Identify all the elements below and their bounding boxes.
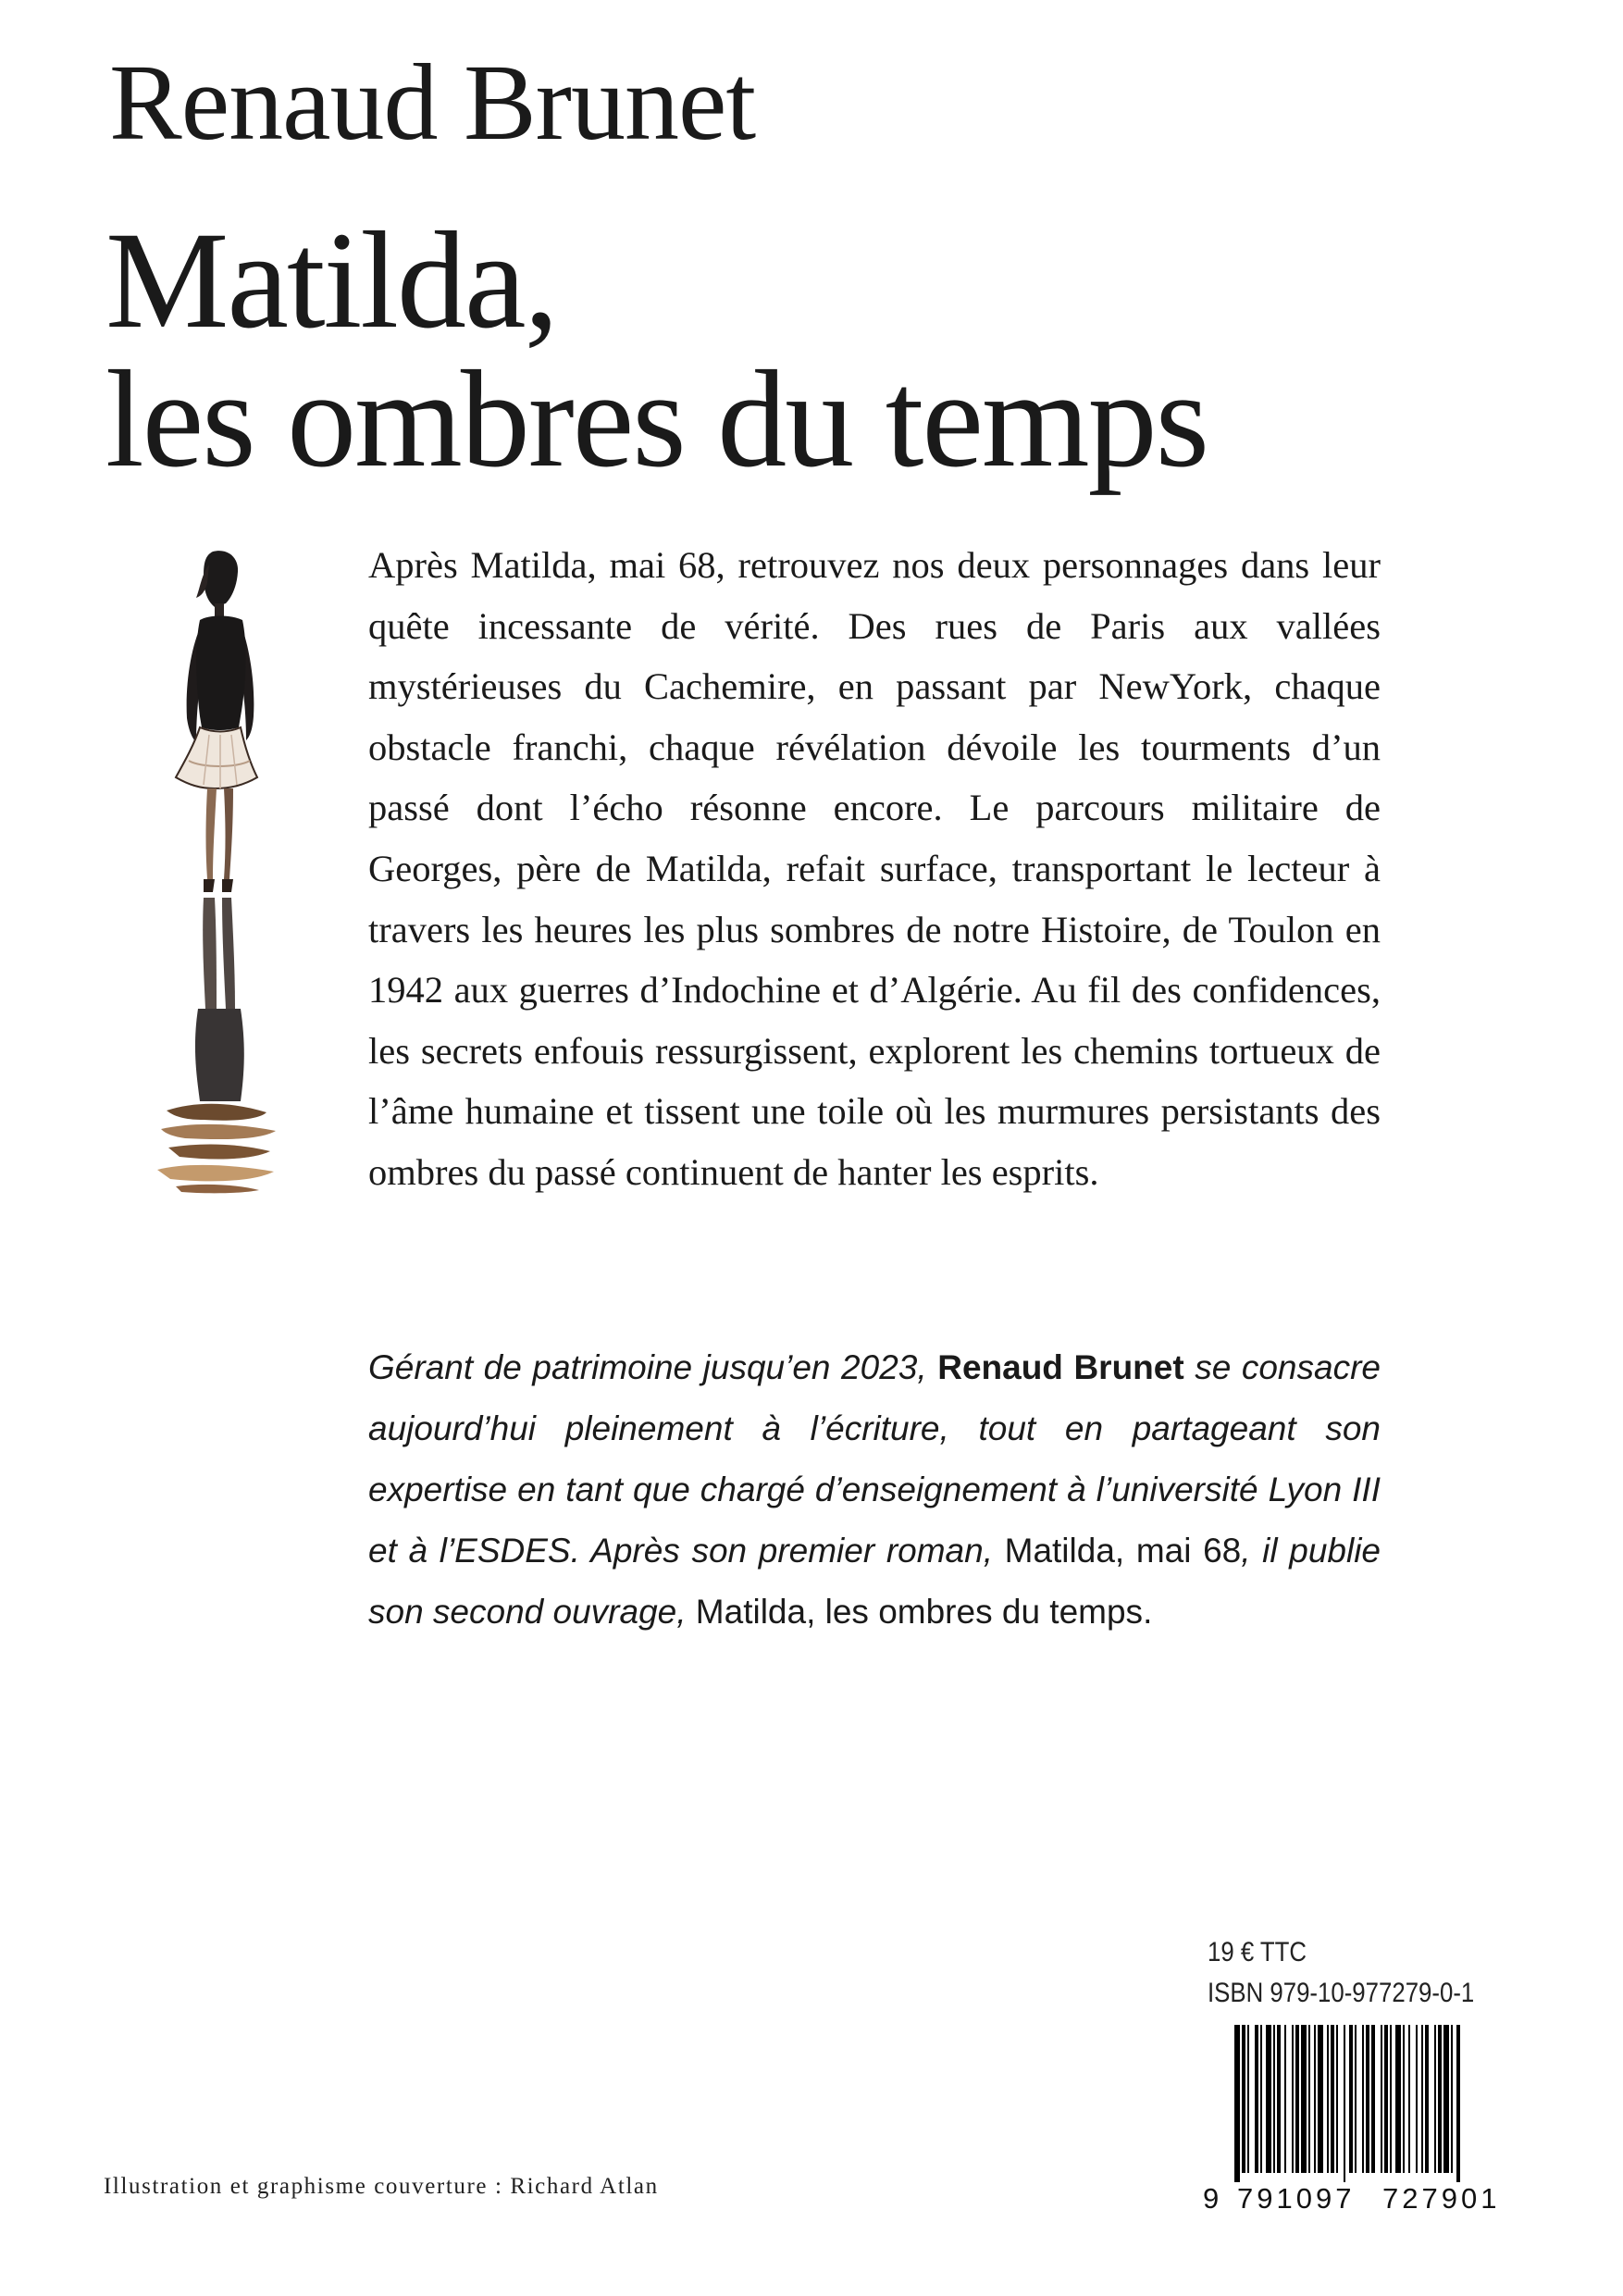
- barcode-bar: [1421, 2025, 1423, 2173]
- barcode-bar: [1443, 2025, 1449, 2173]
- isbn-label: ISBN 979-10-977279-0-1: [1208, 1978, 1475, 2008]
- bio-second-novel: Matilda, les ombres du temps: [695, 1593, 1144, 1631]
- book-title-line-1: Matilda,: [105, 204, 558, 357]
- bio-text-2: se consacre aujourd’hui pleinement à l’écriture, tout en partageant son expertise en tant que chargé d’enseignement à l’université Lyon III et à l’ESDES. Après son premier roman,: [368, 1348, 1381, 1570]
- barcode-bar: [1266, 2025, 1271, 2173]
- barcode-bar: [1434, 2025, 1436, 2173]
- woman-silhouette-illustration: [148, 546, 287, 1194]
- barcode-bar: [1366, 2025, 1369, 2173]
- barcode-bar: [1301, 2025, 1307, 2173]
- barcode-bar: [1395, 2025, 1401, 2173]
- barcode-bar: [1390, 2025, 1392, 2173]
- barcode-bar: [1308, 2025, 1310, 2173]
- barcode-bar: [1425, 2025, 1429, 2173]
- barcode-bar: [1456, 2025, 1460, 2182]
- barcode-bar: [1314, 2025, 1316, 2173]
- barcode-lead-digit: 9: [1203, 2182, 1220, 2215]
- bio-text-1: Gérant de patrimoine jusqu’en 2023,: [368, 1348, 938, 1386]
- barcode-bar: [1403, 2025, 1405, 2173]
- barcode-bar: [1234, 2025, 1240, 2182]
- price-label: 19 € TTC: [1208, 1937, 1307, 1967]
- barcode-group-2: 727901: [1382, 2182, 1501, 2215]
- barcode-bar: [1327, 2025, 1329, 2173]
- author-bio: [368, 1337, 1381, 1643]
- barcode-bar: [1273, 2025, 1275, 2173]
- barcode-bar: [1349, 2025, 1353, 2173]
- barcode-digits: [1203, 2182, 1527, 2219]
- barcode-bar: [1277, 2025, 1281, 2173]
- barcode-bar: [1408, 2025, 1410, 2173]
- barcode-bar: [1292, 2025, 1294, 2173]
- barcode-bar: [1331, 2025, 1334, 2173]
- barcode-bar: [1247, 2025, 1249, 2173]
- barcode-bar: [1284, 2025, 1286, 2173]
- barcode-bar: [1381, 2025, 1382, 2173]
- barcode-bar: [1355, 2025, 1357, 2173]
- barcode-bar: [1451, 2025, 1453, 2173]
- barcode-bar: [1371, 2025, 1375, 2173]
- book-title: [105, 204, 1208, 496]
- barcode-bar: [1336, 2025, 1338, 2173]
- bio-first-novel: Matilda, mai 68: [1004, 1532, 1242, 1570]
- barcode-bar: [1384, 2025, 1388, 2173]
- author-name: Renaud Brunet: [109, 42, 756, 163]
- bio-text-4: .: [1143, 1593, 1153, 1631]
- cover-credit: Illustration et graphisme couverture : Richard Atlan: [104, 2174, 659, 2199]
- barcode-group-1: 791097: [1237, 2182, 1356, 2215]
- barcode-bar: [1260, 2025, 1262, 2173]
- barcode-bar: [1255, 2025, 1258, 2173]
- barcode-bar: [1438, 2025, 1442, 2173]
- barcode-bar: [1242, 2025, 1245, 2173]
- barcode-bar: [1295, 2025, 1299, 2173]
- barcode-bar: [1318, 2025, 1323, 2173]
- barcode-bar: [1362, 2025, 1364, 2173]
- barcode-bar: [1416, 2025, 1418, 2173]
- barcode-bar: [1344, 2025, 1345, 2182]
- isbn-barcode: [1203, 2025, 1527, 2182]
- price-isbn-block: [1208, 1932, 1474, 2014]
- bio-author-name: Renaud Brunet: [937, 1348, 1184, 1386]
- book-summary: Après Matilda, mai 68, retrouvez nos deux personnages dans leur quête incessante de vérité. Des rues de Paris aux vallées mystérieuses du Cachemire, en passant par NewYork, chaque obstacle franchi, chaque révélation dévoile les tourments d’un passé dont l’écho résonne encore. Le parcours militaire de Georges, père de Matilda, refait surface, transportant le lecteur à travers les heures les plus sombres de notre Histoire, de Toulon en 1942 aux guerres d’Indochine et d’Algérie. Au fil des confidences, les secrets enfouis ressurgissent, explorent les chemins tortueux de l’âme humaine et tissent une toile où les murmures persistants des ombres du passé continuent de hanter les esprits.: [368, 544, 1381, 1193]
- book-title-line-2: les ombres du temps: [105, 342, 1208, 496]
- bio-text-3: , il publie son second ouvrage,: [368, 1532, 1381, 1631]
